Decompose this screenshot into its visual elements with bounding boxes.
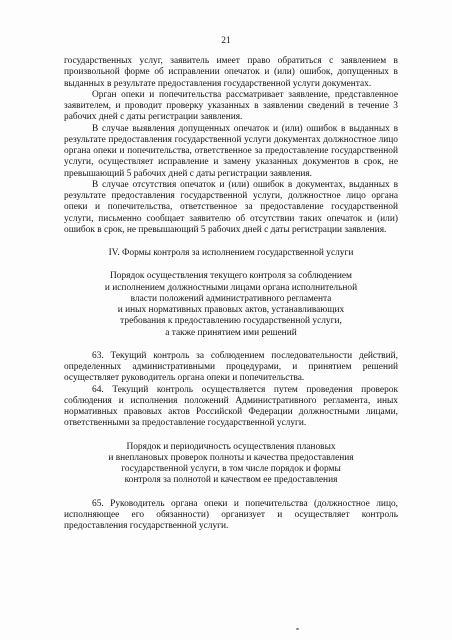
section-heading: IV. Формы контроля за исполнением государственной услуги xyxy=(108,248,354,258)
subsection-heading-line: Порядок и периодичность осуществления плановых xyxy=(126,441,336,452)
paragraph: В случае выявления допущенных опечаток и (или) ошибок в выданных в результате предоставления государственной услуги документах должностное лицо органа опеки и попечительства, ответственное за предоставление государственной услуги, осуществляет исправление и замену указанных документов в срок, не превышающий 5 рабочих дней с даты регистрации заявления. xyxy=(64,123,398,179)
subsection-heading-line: власти положений административного регламента xyxy=(130,293,332,304)
paragraph-65: 65. Руководитель органа опеки и попечительства (должностное лицо, исполняющее его обязанности) организует и осуществляет контроль предоставления государственной услуги. xyxy=(64,498,398,531)
subsection-heading-line: требования к предоставлению государственной услуги, xyxy=(120,316,342,327)
paragraph-64: 64. Текущий контроль осуществляется путем проведения проверок соблюдения и исполнения положений Административного регламента, иных нормативных правовых актов Российской Федерации должностными лицами, ответственными за предоставление государственной услуги. xyxy=(64,384,398,429)
paragraph: В случае отсутствия опечаток и (или) ошибок в документах, выданных в результате предоставления государственной услуги, должностное лицо органа опеки и попечительства, ответственное за предоставление государственной услуги, письменно сообщает заявителю об отсутствии таких опечаток и (или) ошибок в срок, не превышающий 5 рабочих дней с даты регистрации заявления. xyxy=(64,179,398,235)
subsection-heading-line: контроля за полнотой и качеством ее предоставления xyxy=(124,475,338,486)
paragraph-continuation: государственных услуг, заявитель имеет право обратиться с заявлением в произвольной форме об исправлении опечаток и (или) ошибок, допущенных в выданных в результате предоставления государственной услуги документах. xyxy=(64,56,398,89)
subsection-heading-line: и внеплановых проверок полноты и качества предоставления xyxy=(108,452,354,463)
paragraph-63: 63. Текущий контроль за соблюдением последовательности действий, определенных административными процедурами, и принятием решений осуществляет руководитель органа опеки и попечительства. xyxy=(64,350,398,384)
subsection-heading xyxy=(64,271,398,339)
scan-speck xyxy=(296,628,299,630)
subsection-heading-line: Порядок осуществления текущего контроля за соблюдением xyxy=(110,271,352,282)
subsection-heading-line: государственной услуги, в том числе порядок и формы xyxy=(121,464,341,474)
page-number: 21 xyxy=(221,36,231,46)
document-body xyxy=(64,56,398,532)
subsection-heading-line: и исполнением должностными лицами органа исполнительной xyxy=(104,282,358,293)
subsection-heading-line: и иных нормативных правовых актов, устанавливающих xyxy=(117,305,345,315)
subsection-heading xyxy=(64,442,398,487)
subsection-heading-line: а также принятием ими решений xyxy=(165,327,297,338)
paragraph: Орган опеки и попечительства рассматривает заявление, представленное заявителем, и проводит проверку указанных в заявлении сведений в течение 3 рабочих дней с даты регистрации заявления. xyxy=(64,89,398,123)
